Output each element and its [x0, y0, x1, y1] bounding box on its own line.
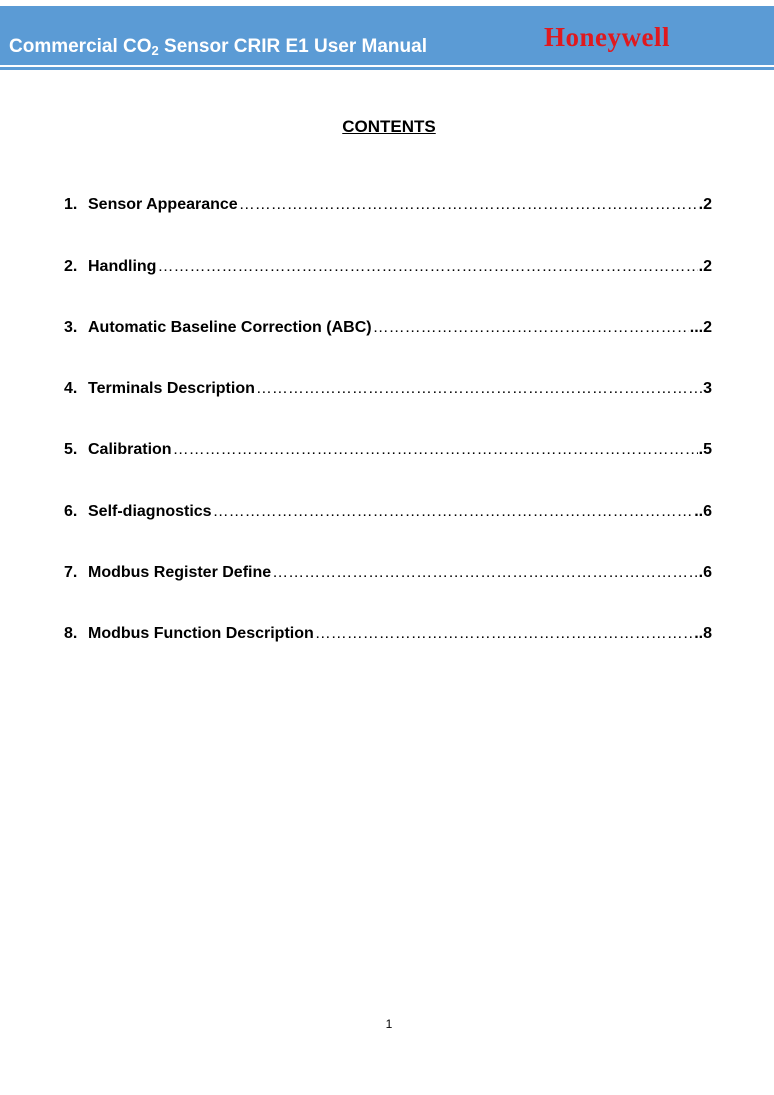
toc-dot-leader	[239, 196, 698, 214]
toc-dot-leader	[373, 319, 689, 337]
toc-entry-page: .2	[698, 196, 712, 213]
header-divider	[0, 67, 774, 70]
toc-entry-number: 5.	[64, 441, 78, 458]
toc-dot-leader	[256, 380, 702, 398]
toc-entry-page: ..6	[694, 503, 712, 520]
toc-entry-label: Self-diagnostics	[88, 503, 212, 520]
toc-entry-number: 3.	[64, 319, 78, 336]
toc-entry-page: 3	[703, 380, 712, 397]
toc-entry-number: 7.	[64, 564, 78, 581]
toc-dot-leader	[213, 503, 694, 521]
toc-entry-number: 2.	[64, 258, 78, 275]
toc-dot-leader	[272, 564, 698, 582]
toc-entry-label: Terminals Description	[88, 380, 255, 397]
toc-entry[interactable]	[64, 503, 712, 525]
toc-entry[interactable]	[64, 625, 712, 647]
contents-heading: CONTENTS	[342, 117, 436, 136]
toc-entry-label: Automatic Baseline Correction (ABC)	[88, 319, 372, 336]
toc-dot-leader	[157, 258, 697, 276]
toc-entry[interactable]	[64, 196, 712, 218]
toc-entry-number: 8.	[64, 625, 78, 642]
toc-entry[interactable]	[64, 258, 712, 280]
header-bar	[0, 6, 774, 65]
toc-entry-page: .2	[698, 258, 712, 275]
honeywell-logo: Honeywell	[544, 22, 670, 52]
page-number: 1	[385, 1017, 393, 1031]
toc-entry-number: 4.	[64, 380, 78, 397]
toc-entry[interactable]	[64, 380, 712, 402]
toc-entry[interactable]	[64, 441, 712, 463]
toc-entry-label: Sensor Appearance	[88, 196, 238, 213]
toc-entry-number: 6.	[64, 503, 78, 520]
document-title	[9, 36, 427, 58]
toc-entry-page: ...2	[689, 319, 712, 336]
toc-entry-number: 1.	[64, 196, 78, 213]
toc-entry[interactable]	[64, 319, 712, 341]
toc-entry-label: Modbus Function Description	[88, 625, 314, 642]
document-title-suffix: Sensor CRIR E1 User Manual	[158, 36, 427, 57]
toc-entry-page: ..8	[694, 625, 712, 642]
toc-entry-page: .6	[698, 564, 712, 581]
toc-entry-label: Calibration	[88, 441, 172, 458]
document-title-prefix: Commercial CO	[9, 36, 152, 57]
toc-dot-leader	[315, 625, 693, 643]
toc-entry[interactable]	[64, 564, 712, 586]
toc-entry-label: Handling	[88, 258, 157, 275]
toc-entry-label: Modbus Register Define	[88, 564, 272, 581]
toc-entry-page: .5	[698, 441, 712, 458]
toc-dot-leader	[173, 441, 698, 459]
document-title-subscript: 2	[151, 43, 159, 58]
